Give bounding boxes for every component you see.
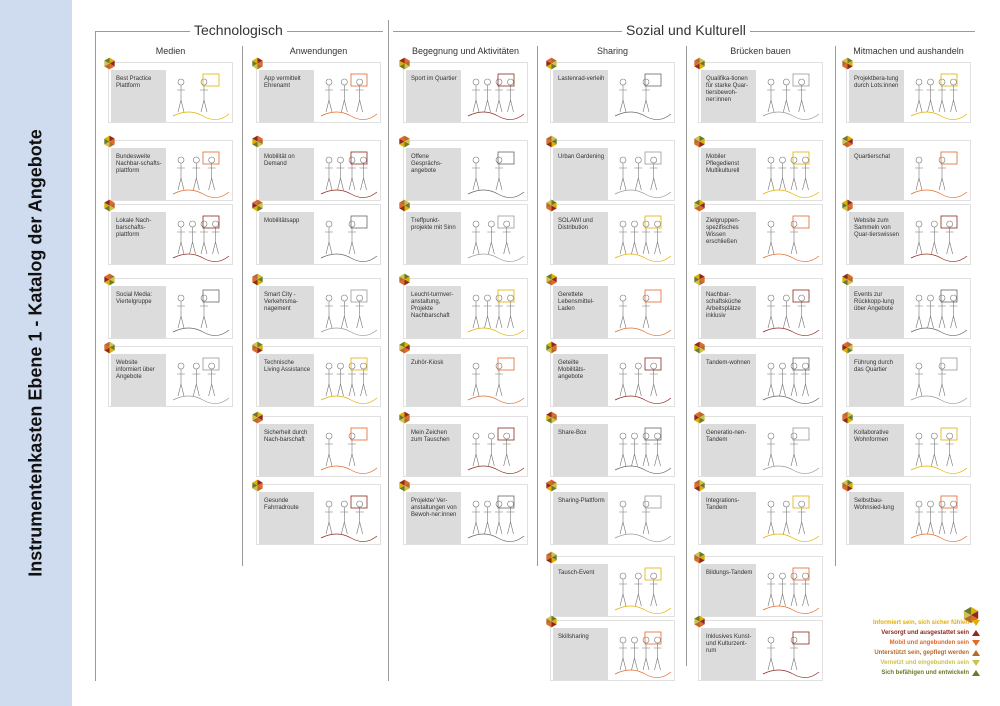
category-hexagon-icon bbox=[398, 411, 411, 424]
category-hexagon-icon bbox=[398, 57, 411, 70]
offer-card-label: Generatio-nen-Tandem bbox=[701, 424, 756, 476]
offer-card-label: Best Practice Plattform bbox=[111, 70, 166, 122]
legend-label: Versorgt und ausgestattet sein bbox=[881, 630, 969, 636]
offer-card-label: Quartierschat bbox=[849, 148, 904, 200]
sketch-illustration bbox=[317, 146, 379, 198]
offer-card-label: SOLAWI und Distribution bbox=[553, 212, 608, 264]
offer-card-label: Selbstbau-Wohnsied-lung bbox=[849, 492, 904, 544]
sketch-illustration bbox=[464, 68, 526, 120]
category-hexagon-icon bbox=[693, 57, 706, 70]
category-hexagon-icon bbox=[545, 411, 558, 424]
legend-triangle-icon bbox=[972, 670, 980, 676]
offer-card-label: Integrations-Tandem bbox=[701, 492, 756, 544]
category-hexagon-icon bbox=[545, 57, 558, 70]
legend-label: Sich befähigen und entwickeln bbox=[881, 670, 969, 676]
sketch-illustration bbox=[759, 490, 821, 542]
sketch-illustration bbox=[611, 146, 673, 198]
sketch-illustration bbox=[611, 68, 673, 120]
offer-card-label: Technische Living Assistance bbox=[259, 354, 314, 406]
sketch-illustration bbox=[169, 146, 231, 198]
divider-begegnung-sharing bbox=[537, 46, 538, 566]
category-hexagon-icon bbox=[398, 479, 411, 492]
category-hexagon-icon bbox=[251, 273, 264, 286]
category-hexagon-icon bbox=[545, 551, 558, 564]
offer-card[interactable] bbox=[256, 140, 381, 201]
offer-card[interactable] bbox=[108, 62, 233, 123]
category-hexagon-icon bbox=[693, 479, 706, 492]
offer-card[interactable] bbox=[698, 62, 823, 123]
offer-card-label: Offene Gesprächs-angebote bbox=[406, 148, 461, 200]
category-hexagon-icon bbox=[545, 615, 558, 628]
sketch-illustration bbox=[907, 68, 969, 120]
offer-card-label: Lastenrad-verleih bbox=[553, 70, 608, 122]
sketch-illustration bbox=[317, 352, 379, 404]
sketch-illustration bbox=[317, 422, 379, 474]
offer-card[interactable] bbox=[698, 484, 823, 545]
offer-card-label: Mobilitätsapp bbox=[259, 212, 314, 264]
tech-left-border bbox=[95, 31, 96, 681]
sketch-illustration bbox=[759, 146, 821, 198]
category-hexagon-icon bbox=[841, 199, 854, 212]
sketch-illustration bbox=[611, 352, 673, 404]
offer-card[interactable] bbox=[550, 140, 675, 201]
offer-card[interactable] bbox=[108, 278, 233, 339]
offer-card[interactable] bbox=[403, 204, 528, 265]
offer-card-label: Mein Zeichen zum Tauschen bbox=[406, 424, 461, 476]
offer-card[interactable] bbox=[698, 416, 823, 477]
offer-card-label: Skillsharing bbox=[553, 628, 608, 680]
category-hexagon-icon bbox=[251, 479, 264, 492]
offer-card-label: Leucht-turmver-anstaltung, Projekte Nachbarschaft bbox=[406, 286, 461, 338]
sketch-illustration bbox=[611, 626, 673, 678]
sketch-illustration bbox=[464, 210, 526, 262]
sketch-illustration bbox=[759, 68, 821, 120]
offer-card[interactable] bbox=[698, 620, 823, 681]
offer-card-label: Website zum Sammeln von Quar-tierswissen bbox=[849, 212, 904, 264]
sketch-illustration bbox=[169, 284, 231, 336]
legend-triangle-icon bbox=[972, 620, 980, 626]
offer-card[interactable] bbox=[256, 62, 381, 123]
category-hexagon-icon bbox=[545, 199, 558, 212]
category-hexagon-icon bbox=[841, 273, 854, 286]
sketch-illustration bbox=[759, 626, 821, 678]
legend-item bbox=[880, 660, 980, 666]
category-hexagon-icon bbox=[693, 411, 706, 424]
offer-card[interactable] bbox=[256, 204, 381, 265]
category-hexagon-icon bbox=[693, 615, 706, 628]
sketch-illustration bbox=[464, 284, 526, 336]
category-hexagon-icon bbox=[841, 479, 854, 492]
legend-label: Informiert sein, sich sicher fühlen bbox=[872, 620, 969, 626]
category-hexagon-icon bbox=[693, 341, 706, 354]
page-title: Instrumentenkasten Ebene 1 - Katalog der Angebote bbox=[25, 129, 46, 577]
sketch-illustration bbox=[907, 422, 969, 474]
offer-card-label: Sicherheit durch Nach-barschaft bbox=[259, 424, 314, 476]
offer-card-label: Share-Box bbox=[553, 424, 608, 476]
legend-triangle-icon bbox=[972, 660, 980, 666]
offer-card[interactable] bbox=[846, 416, 971, 477]
offer-card[interactable] bbox=[108, 204, 233, 265]
column-title: Anwendungen bbox=[289, 46, 348, 56]
sketch-illustration bbox=[169, 210, 231, 262]
offer-card[interactable] bbox=[846, 62, 971, 123]
offer-card[interactable] bbox=[698, 556, 823, 617]
offer-card-label: Nachbar-schaftsküche Arbeitsplätze inklusiv bbox=[701, 286, 756, 338]
offer-card[interactable] bbox=[550, 484, 675, 545]
category-hexagon-icon bbox=[251, 135, 264, 148]
legend-item bbox=[890, 640, 980, 646]
column-title: Begegnung und Aktivitäten bbox=[411, 46, 520, 56]
category-hexagon-icon bbox=[103, 135, 116, 148]
sketch-illustration bbox=[611, 284, 673, 336]
offer-card-label: Bildungs-Tandem bbox=[701, 564, 756, 616]
sketch-illustration bbox=[317, 284, 379, 336]
category-hexagon-icon bbox=[693, 135, 706, 148]
offer-card-label: Gesunde Fahrradroute bbox=[259, 492, 314, 544]
sketch-illustration bbox=[907, 210, 969, 262]
offer-card[interactable] bbox=[698, 278, 823, 339]
offer-card[interactable] bbox=[256, 346, 381, 407]
sketch-illustration bbox=[317, 210, 379, 262]
divider-bruecken-mitmachen bbox=[835, 46, 836, 566]
offer-card-label: Urban Gardening bbox=[553, 148, 608, 200]
offer-card-label: Zielgruppen-spezifisches Wissen erschließen bbox=[701, 212, 756, 264]
column-title: Medien bbox=[155, 46, 186, 56]
offer-card[interactable] bbox=[550, 62, 675, 123]
tech-social-divider bbox=[388, 20, 389, 681]
category-hexagon-icon bbox=[103, 57, 116, 70]
offer-card[interactable] bbox=[256, 484, 381, 545]
sketch-illustration bbox=[611, 562, 673, 614]
offer-card[interactable] bbox=[550, 346, 675, 407]
category-hexagon-icon bbox=[103, 273, 116, 286]
offer-card-label: Geteilte Mobilitäts-angebote bbox=[553, 354, 608, 406]
group-title-social: Sozial und Kulturell bbox=[622, 22, 750, 38]
offer-card[interactable] bbox=[256, 416, 381, 477]
offer-card[interactable] bbox=[846, 278, 971, 339]
sketch-illustration bbox=[317, 490, 379, 542]
offer-card[interactable] bbox=[108, 346, 233, 407]
legend-label: Unterstützt sein, gepflegt werden bbox=[874, 650, 969, 656]
category-hexagon-icon bbox=[398, 135, 411, 148]
offer-card-label: Gerettete Lebensmittel-Laden bbox=[553, 286, 608, 338]
offer-card-label: Sharing-Plattform bbox=[553, 492, 608, 544]
offer-card-label: Tandem-wohnen bbox=[701, 354, 756, 406]
offer-card-label: App vermittelt Ehrenamt bbox=[259, 70, 314, 122]
offer-card[interactable] bbox=[846, 140, 971, 201]
sketch-illustration bbox=[169, 352, 231, 404]
legend-triangle-icon bbox=[972, 640, 980, 646]
offer-card[interactable] bbox=[550, 556, 675, 617]
sketch-illustration bbox=[464, 352, 526, 404]
category-hexagon-icon bbox=[545, 479, 558, 492]
offer-card[interactable] bbox=[846, 204, 971, 265]
sketch-illustration bbox=[759, 284, 821, 336]
category-hexagon-icon bbox=[398, 341, 411, 354]
sketch-illustration bbox=[907, 352, 969, 404]
category-hexagon-icon bbox=[103, 199, 116, 212]
category-hexagon-icon bbox=[841, 341, 854, 354]
category-hexagon-icon bbox=[841, 57, 854, 70]
legend-item bbox=[881, 630, 980, 636]
category-hexagon-icon bbox=[841, 135, 854, 148]
category-hexagon-icon bbox=[251, 199, 264, 212]
category-hexagon-icon bbox=[103, 341, 116, 354]
offer-card-label: Events zur Rückkopp-lung über Angebote bbox=[849, 286, 904, 338]
offer-card-label: Lokale Nach-barschafts-plattform bbox=[111, 212, 166, 264]
sketch-illustration bbox=[907, 284, 969, 336]
offer-card-label: Sport im Quartier bbox=[406, 70, 461, 122]
sketch-illustration bbox=[907, 490, 969, 542]
legend-item bbox=[873, 620, 980, 626]
sketch-illustration bbox=[759, 352, 821, 404]
offer-card[interactable] bbox=[846, 346, 971, 407]
offer-card[interactable] bbox=[256, 278, 381, 339]
offer-card-label: Tausch-Event bbox=[553, 564, 608, 616]
offer-card-label: Führung durch das Quartier bbox=[849, 354, 904, 406]
offer-card-label: Projekte/ Ver-anstaltungen von Bewoh-ner:innen bbox=[406, 492, 461, 544]
offer-card-label: Website informiert über Angebote bbox=[111, 354, 166, 406]
legend-item bbox=[881, 670, 980, 676]
offer-card-label: Bundesweite Nachbar-schafts-plattform bbox=[111, 148, 166, 200]
offer-card[interactable] bbox=[550, 416, 675, 477]
offer-card[interactable] bbox=[698, 140, 823, 201]
category-hexagon-icon bbox=[251, 341, 264, 354]
legend-triangle-icon bbox=[972, 630, 980, 636]
offer-card-label: Kollaborative Wohnformen bbox=[849, 424, 904, 476]
offer-card-label: Inklusives Kunst- und Kulturzent-rum bbox=[701, 628, 756, 680]
sketch-illustration bbox=[759, 422, 821, 474]
offer-card-label: Projektbera-tung durch Lots:innen bbox=[849, 70, 904, 122]
offer-card-label: Social Media: Viertelgruppe bbox=[111, 286, 166, 338]
legend-label: Mobil und angebunden sein bbox=[889, 640, 969, 646]
offer-card[interactable] bbox=[550, 278, 675, 339]
category-hexagon-icon bbox=[693, 273, 706, 286]
offer-card[interactable] bbox=[550, 620, 675, 681]
category-hexagon-icon bbox=[398, 199, 411, 212]
category-hexagon-icon bbox=[545, 341, 558, 354]
category-hexagon-icon bbox=[251, 411, 264, 424]
sketch-illustration bbox=[169, 68, 231, 120]
column-title: Brücken bauen bbox=[730, 46, 791, 56]
offer-card-label: Mobilität on Demand bbox=[259, 148, 314, 200]
offer-card[interactable] bbox=[403, 278, 528, 339]
offer-card[interactable] bbox=[698, 346, 823, 407]
offer-card[interactable] bbox=[403, 62, 528, 123]
sketch-illustration bbox=[907, 146, 969, 198]
category-hexagon-icon bbox=[693, 199, 706, 212]
offer-card[interactable] bbox=[403, 140, 528, 201]
group-title-tech: Technologisch bbox=[190, 22, 287, 38]
category-hexagon-icon bbox=[545, 273, 558, 286]
offer-card-label: Mobiler Pflegedienst Multikulturell bbox=[701, 148, 756, 200]
offer-card-label: Treffpunkt-projekte mit Sinn bbox=[406, 212, 461, 264]
divider-sharing-bruecken bbox=[686, 46, 687, 666]
category-hexagon-icon bbox=[693, 551, 706, 564]
offer-card[interactable] bbox=[550, 204, 675, 265]
offer-card[interactable] bbox=[698, 204, 823, 265]
sketch-illustration bbox=[611, 490, 673, 542]
sketch-illustration bbox=[759, 210, 821, 262]
offer-card[interactable] bbox=[846, 484, 971, 545]
offer-card-label: Qualifika-tionen für starke Quar-tiersbewoh-ner:innen bbox=[701, 70, 756, 122]
offer-card[interactable] bbox=[403, 484, 528, 545]
offer-card[interactable] bbox=[403, 346, 528, 407]
sketch-illustration bbox=[759, 562, 821, 614]
divider-medien-anwendungen bbox=[242, 46, 243, 566]
category-hexagon-icon bbox=[251, 57, 264, 70]
legend-label: Vernetzt und eingebunden sein bbox=[880, 660, 969, 666]
sketch-illustration bbox=[464, 422, 526, 474]
legend-item bbox=[874, 650, 980, 656]
column-title: Mitmachen und aushandeln bbox=[853, 46, 964, 56]
offer-card-label: Smart City - Verkehrsma-nagement bbox=[259, 286, 314, 338]
sketch-illustration bbox=[611, 210, 673, 262]
sketch-illustration bbox=[464, 146, 526, 198]
sketch-illustration bbox=[611, 422, 673, 474]
category-hexagon-icon bbox=[545, 135, 558, 148]
column-title: Sharing bbox=[596, 46, 629, 56]
offer-card[interactable] bbox=[108, 140, 233, 201]
offer-card-label: Zuhör-Kiosk bbox=[406, 354, 461, 406]
offer-card[interactable] bbox=[403, 416, 528, 477]
sketch-illustration bbox=[464, 490, 526, 542]
category-hexagon-icon bbox=[841, 411, 854, 424]
sidebar bbox=[0, 0, 72, 706]
legend-triangle-icon bbox=[972, 650, 980, 656]
category-hexagon-icon bbox=[398, 273, 411, 286]
sketch-illustration bbox=[317, 68, 379, 120]
